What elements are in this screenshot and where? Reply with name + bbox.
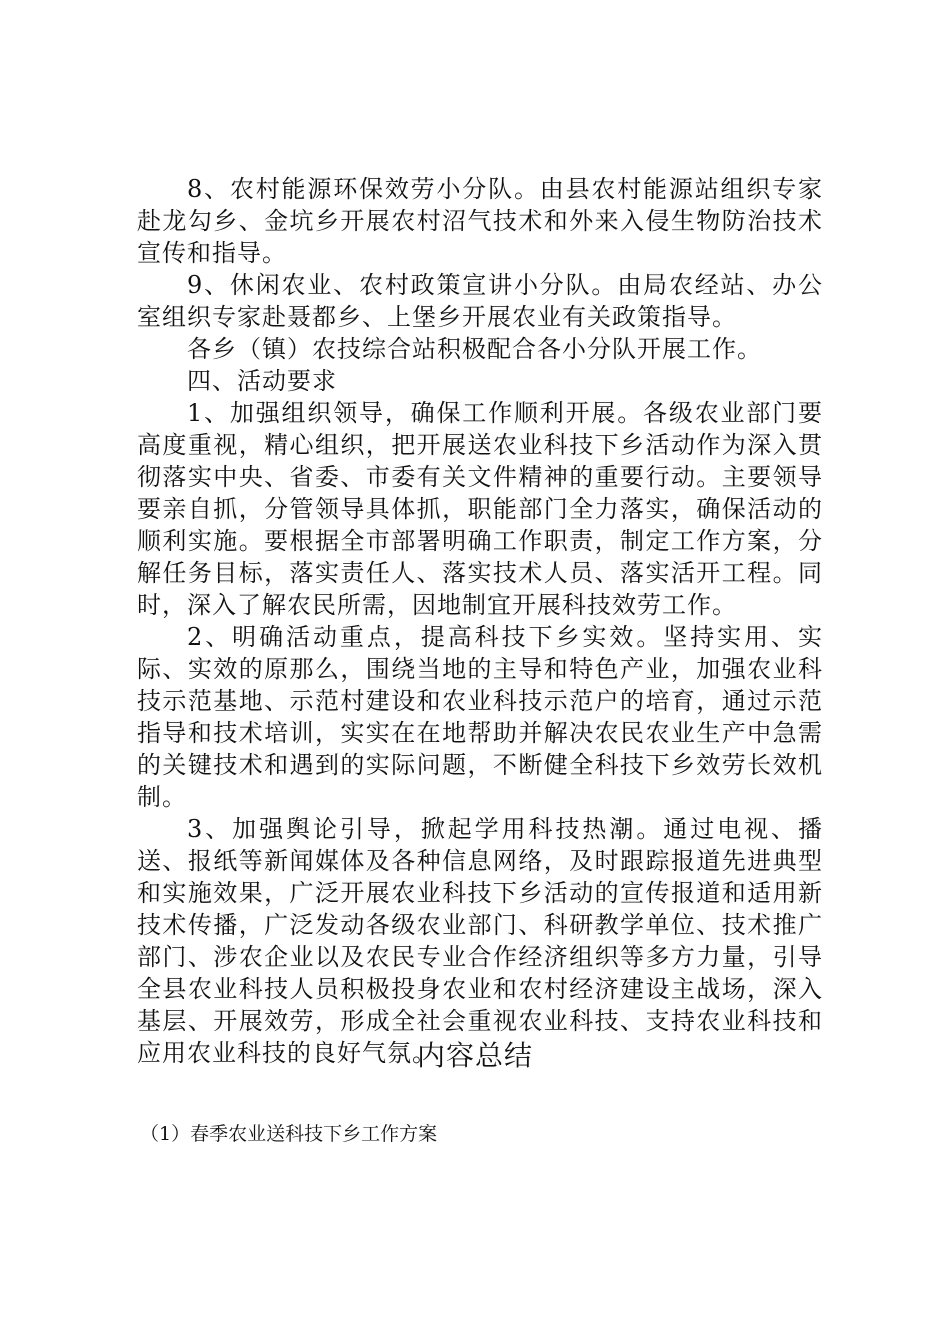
- section-heading-requirements: 四、活动要求: [187, 367, 337, 395]
- document-body: [137, 173, 823, 1069]
- paragraph-energy-team: 8、农村能源环保效劳小分队。由县农村能源站组织专家赴龙勾乡、金坑乡开展农村沼气技术和外来入侵生物防治技术宣传和指导。: [137, 175, 823, 267]
- paragraph-policy-team: 9、休闲农业、农村政策宣讲小分队。由局农经站、办公室组织专家赴聂都乡、上堡乡开展农业有关政策指导。: [137, 271, 823, 331]
- paragraph-township-support: 各乡（镇）农技综合站积极配合各小分队开展工作。: [187, 335, 762, 363]
- summary-title: 内容总结: [416, 1039, 533, 1072]
- paragraph-requirement-1: 1、加强组织领导，确保工作顺利开展。各级农业部门要高度重视，精心组织，把开展送农业科技下乡活动作为深入贯彻落实中央、省委、市委有关文件精神的重要行动。主要领导要亲自抓，分管领导具体抓，职能部门全力落实，确保活动的顺利实施。要根据全市部署明确工作职责，制定工作方案，分解任务目标，落实责任人、落实技术人员、落实活开工程。同时，深入了解农民所需，因地制宜开展科技效劳工作。: [137, 399, 823, 619]
- paragraph-requirement-2: 2、明确活动重点，提高科技下乡实效。坚持实用、实际、实效的原那么，围绕当地的主导和特色产业，加强农业科技示范基地、示范村建设和农业科技示范户的培育，通过示范指导和技术培训，实实在在地帮助并解决农民农业生产中急需的关键技术和遇到的实际问题，不断健全科技下乡效劳长效机制。: [137, 623, 823, 811]
- summary-item: （1）春季农业送科技下乡工作方案: [140, 1123, 438, 1145]
- paragraph-requirement-3: 3、加强舆论引导，掀起学用科技热潮。通过电视、播送、报纸等新闻媒体及各种信息网络，及时跟踪报道先进典型和实施效果，广泛开展农业科技下乡活动的宣传报道和适用新技术传播，广泛发动各级农业部门、科研教学单位、技术推广部门、涉农企业以及农民专业合作经济组织等多方力量，引导全县农业科技人员积极投身农业和农村经济建设主战场，深入基层、开展效劳，形成全社会重视农业科技、支持农业科技和应用农业科技的良好气氛。: [137, 815, 823, 1067]
